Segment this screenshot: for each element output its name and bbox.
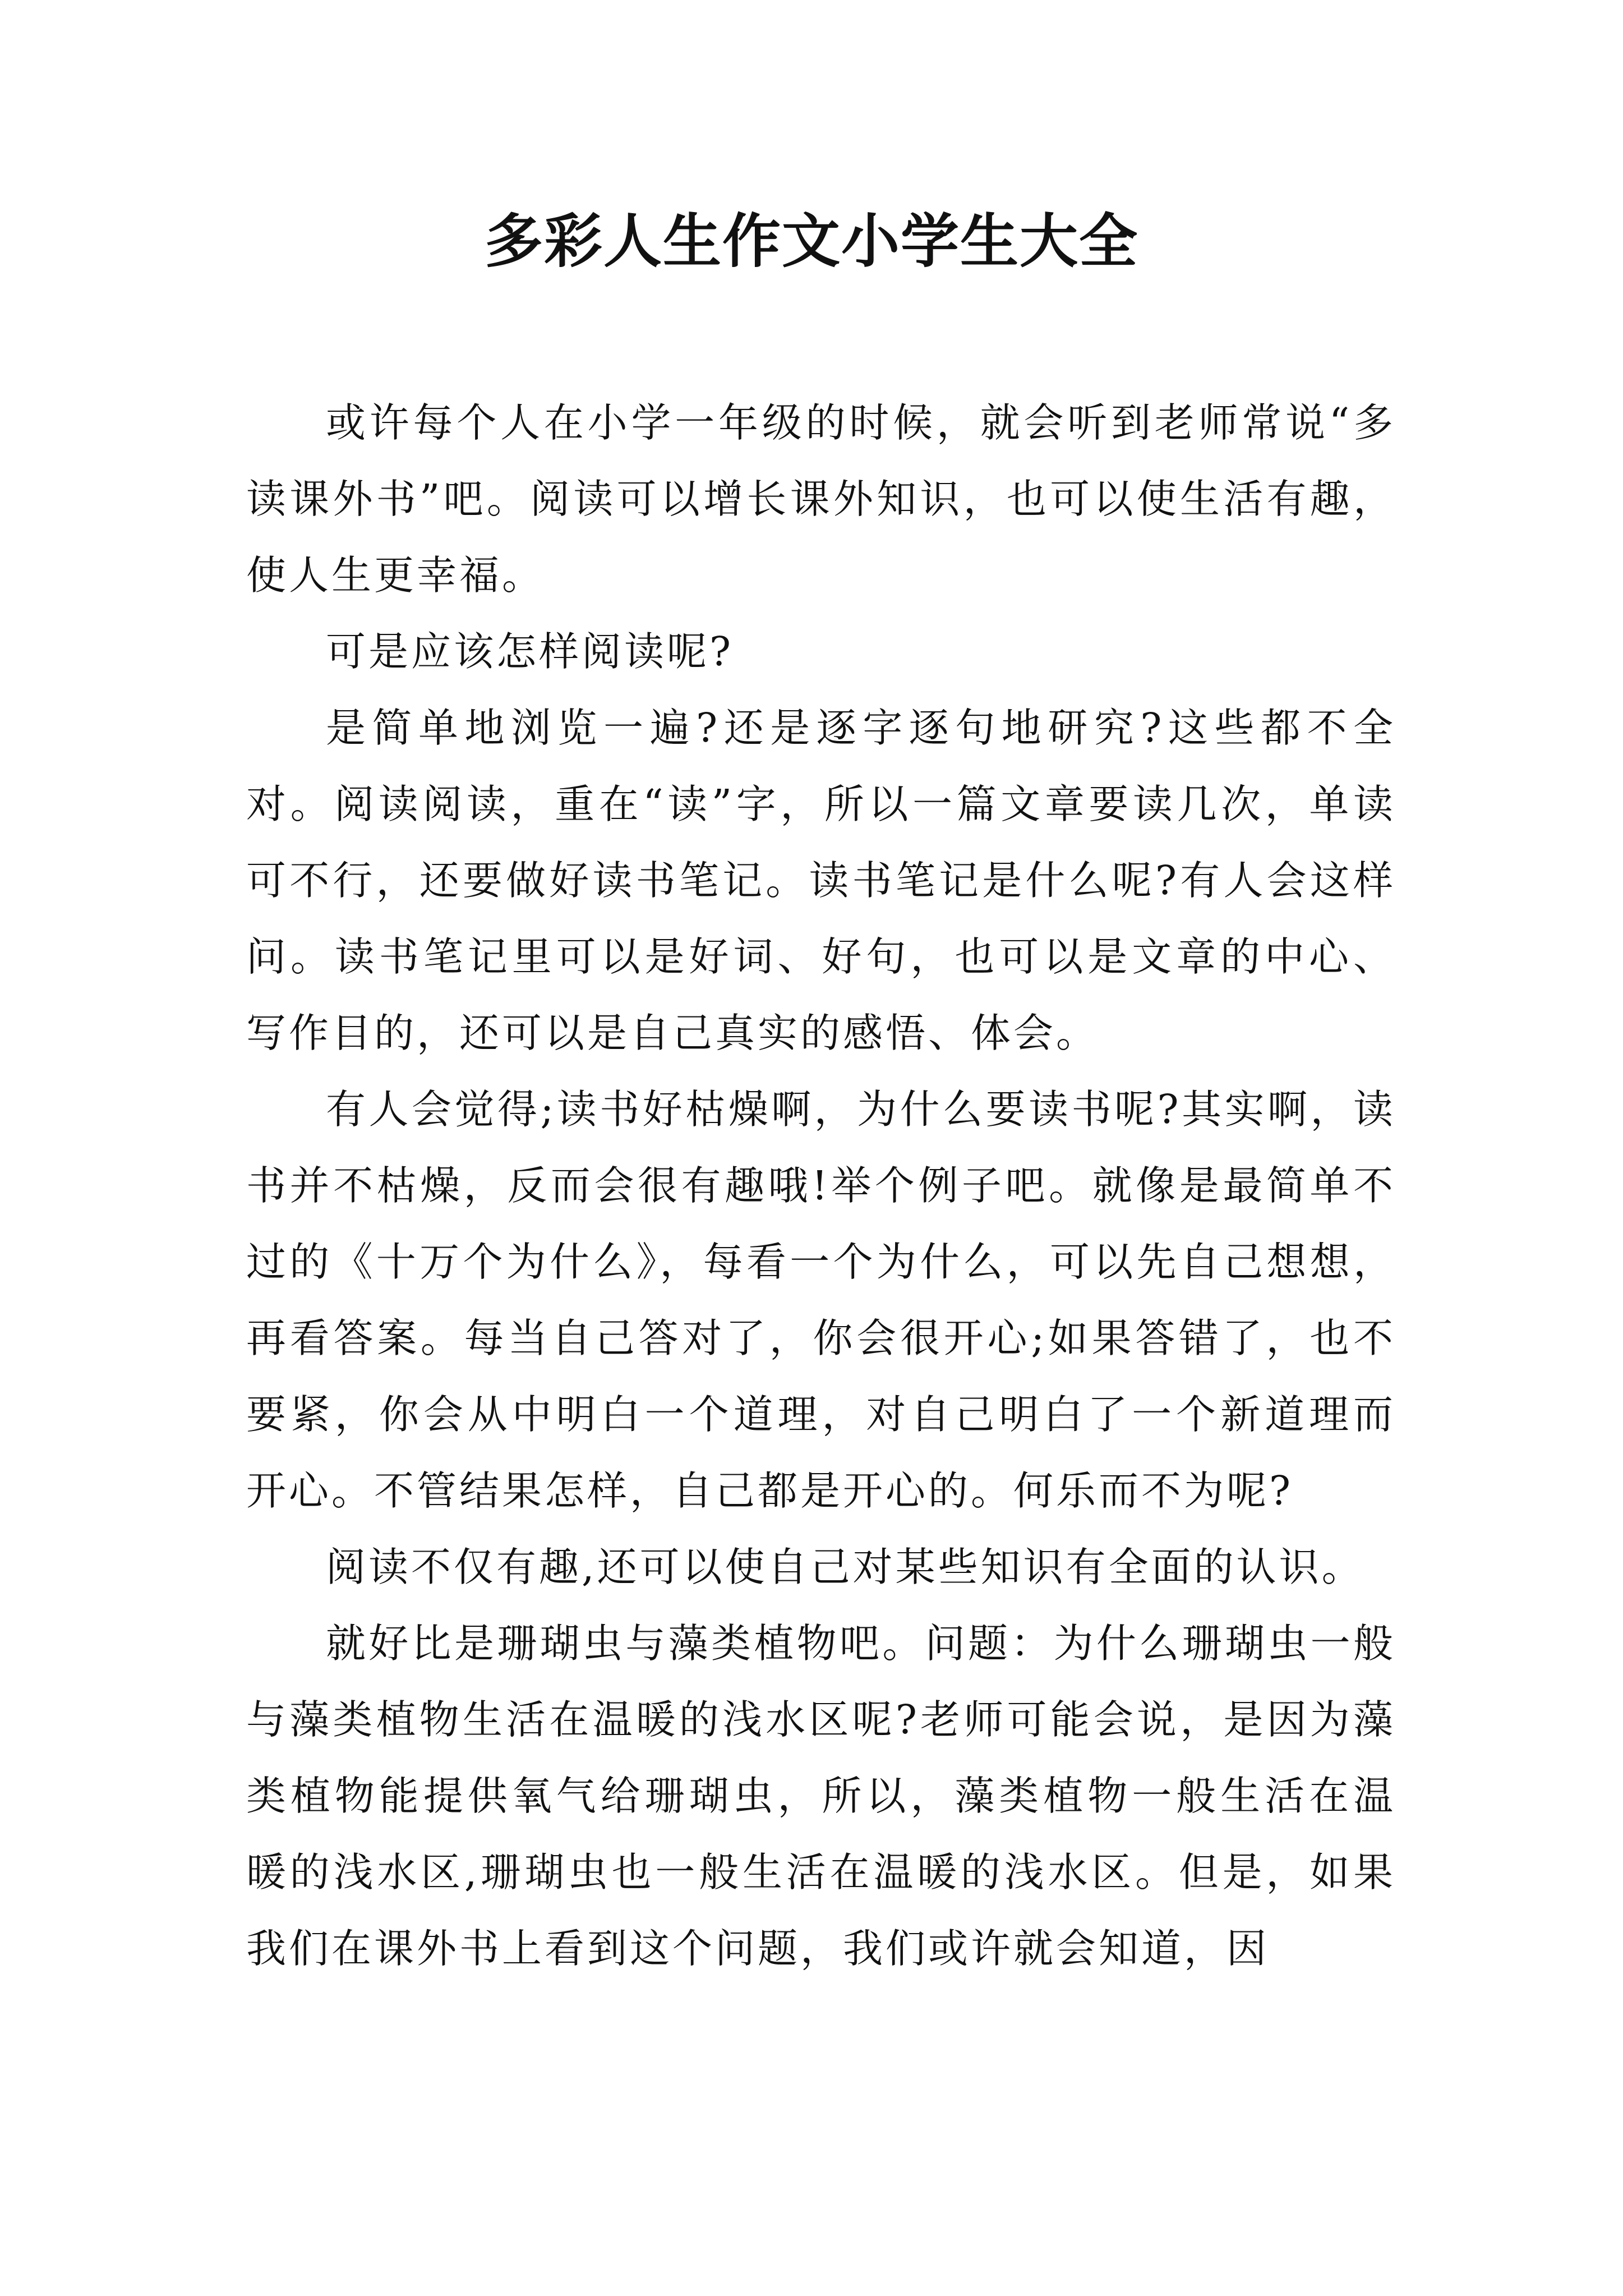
paragraph: 阅读不仅有趣,还可以使自己对某些知识有全面的认识。 (326, 1544, 1364, 1590)
document-body (246, 385, 1396, 1987)
document-title: 多彩人生作文小学生大全 (484, 206, 1138, 275)
paragraph: 或许每个人在小学一年级的时候，就会听到老师常说“多读课外书”吧。阅读可以增长课外知识，也可以使生活有趣，使人生更幸福。 (246, 399, 1396, 599)
paragraph: 有人会觉得;读书好枯燥啊，为什么要读书呢?其实啊，读书并不枯燥，反而会很有趣哦!举个例子吧。就像是最简单不过的《十万个为什么》，每看一个为什么，可以先自己想想，再看答案。每当自己答对了，你会很开心;如果答错了，也不要紧，你会从中明白一个道理，对自己明白了一个新道理而开心。不管结果怎样，自己都是开心的。何乐而不为呢? (246, 1086, 1396, 1514)
paragraph: 是简单地浏览一遍?还是逐字逐句地研究?这些都不全对。阅读阅读，重在“读”字，所以一篇文章要读几次，单读可不行，还要做好读书笔记。读书笔记是什么呢?有人会这样问。读书笔记里可以是好词、好句，也可以是文章的中心、写作目的，还可以是自己真实的感悟、体会。 (246, 705, 1396, 1056)
paragraph: 可是应该怎样阅读呢? (326, 628, 734, 675)
paragraph: 就好比是珊瑚虫与藻类植物吧。问题：为什么珊瑚虫一般与藻类植物生活在温暖的浅水区呢?老师可能会说，是因为藻类植物能提供氧气给珊瑚虫，所以，藻类植物一般生活在温暖的浅水区,珊瑚虫也一般生活在温暖的浅水区。但是，如果我们在课外书上看到这个问题，我们或许就会知道，因 (246, 1620, 1396, 1972)
